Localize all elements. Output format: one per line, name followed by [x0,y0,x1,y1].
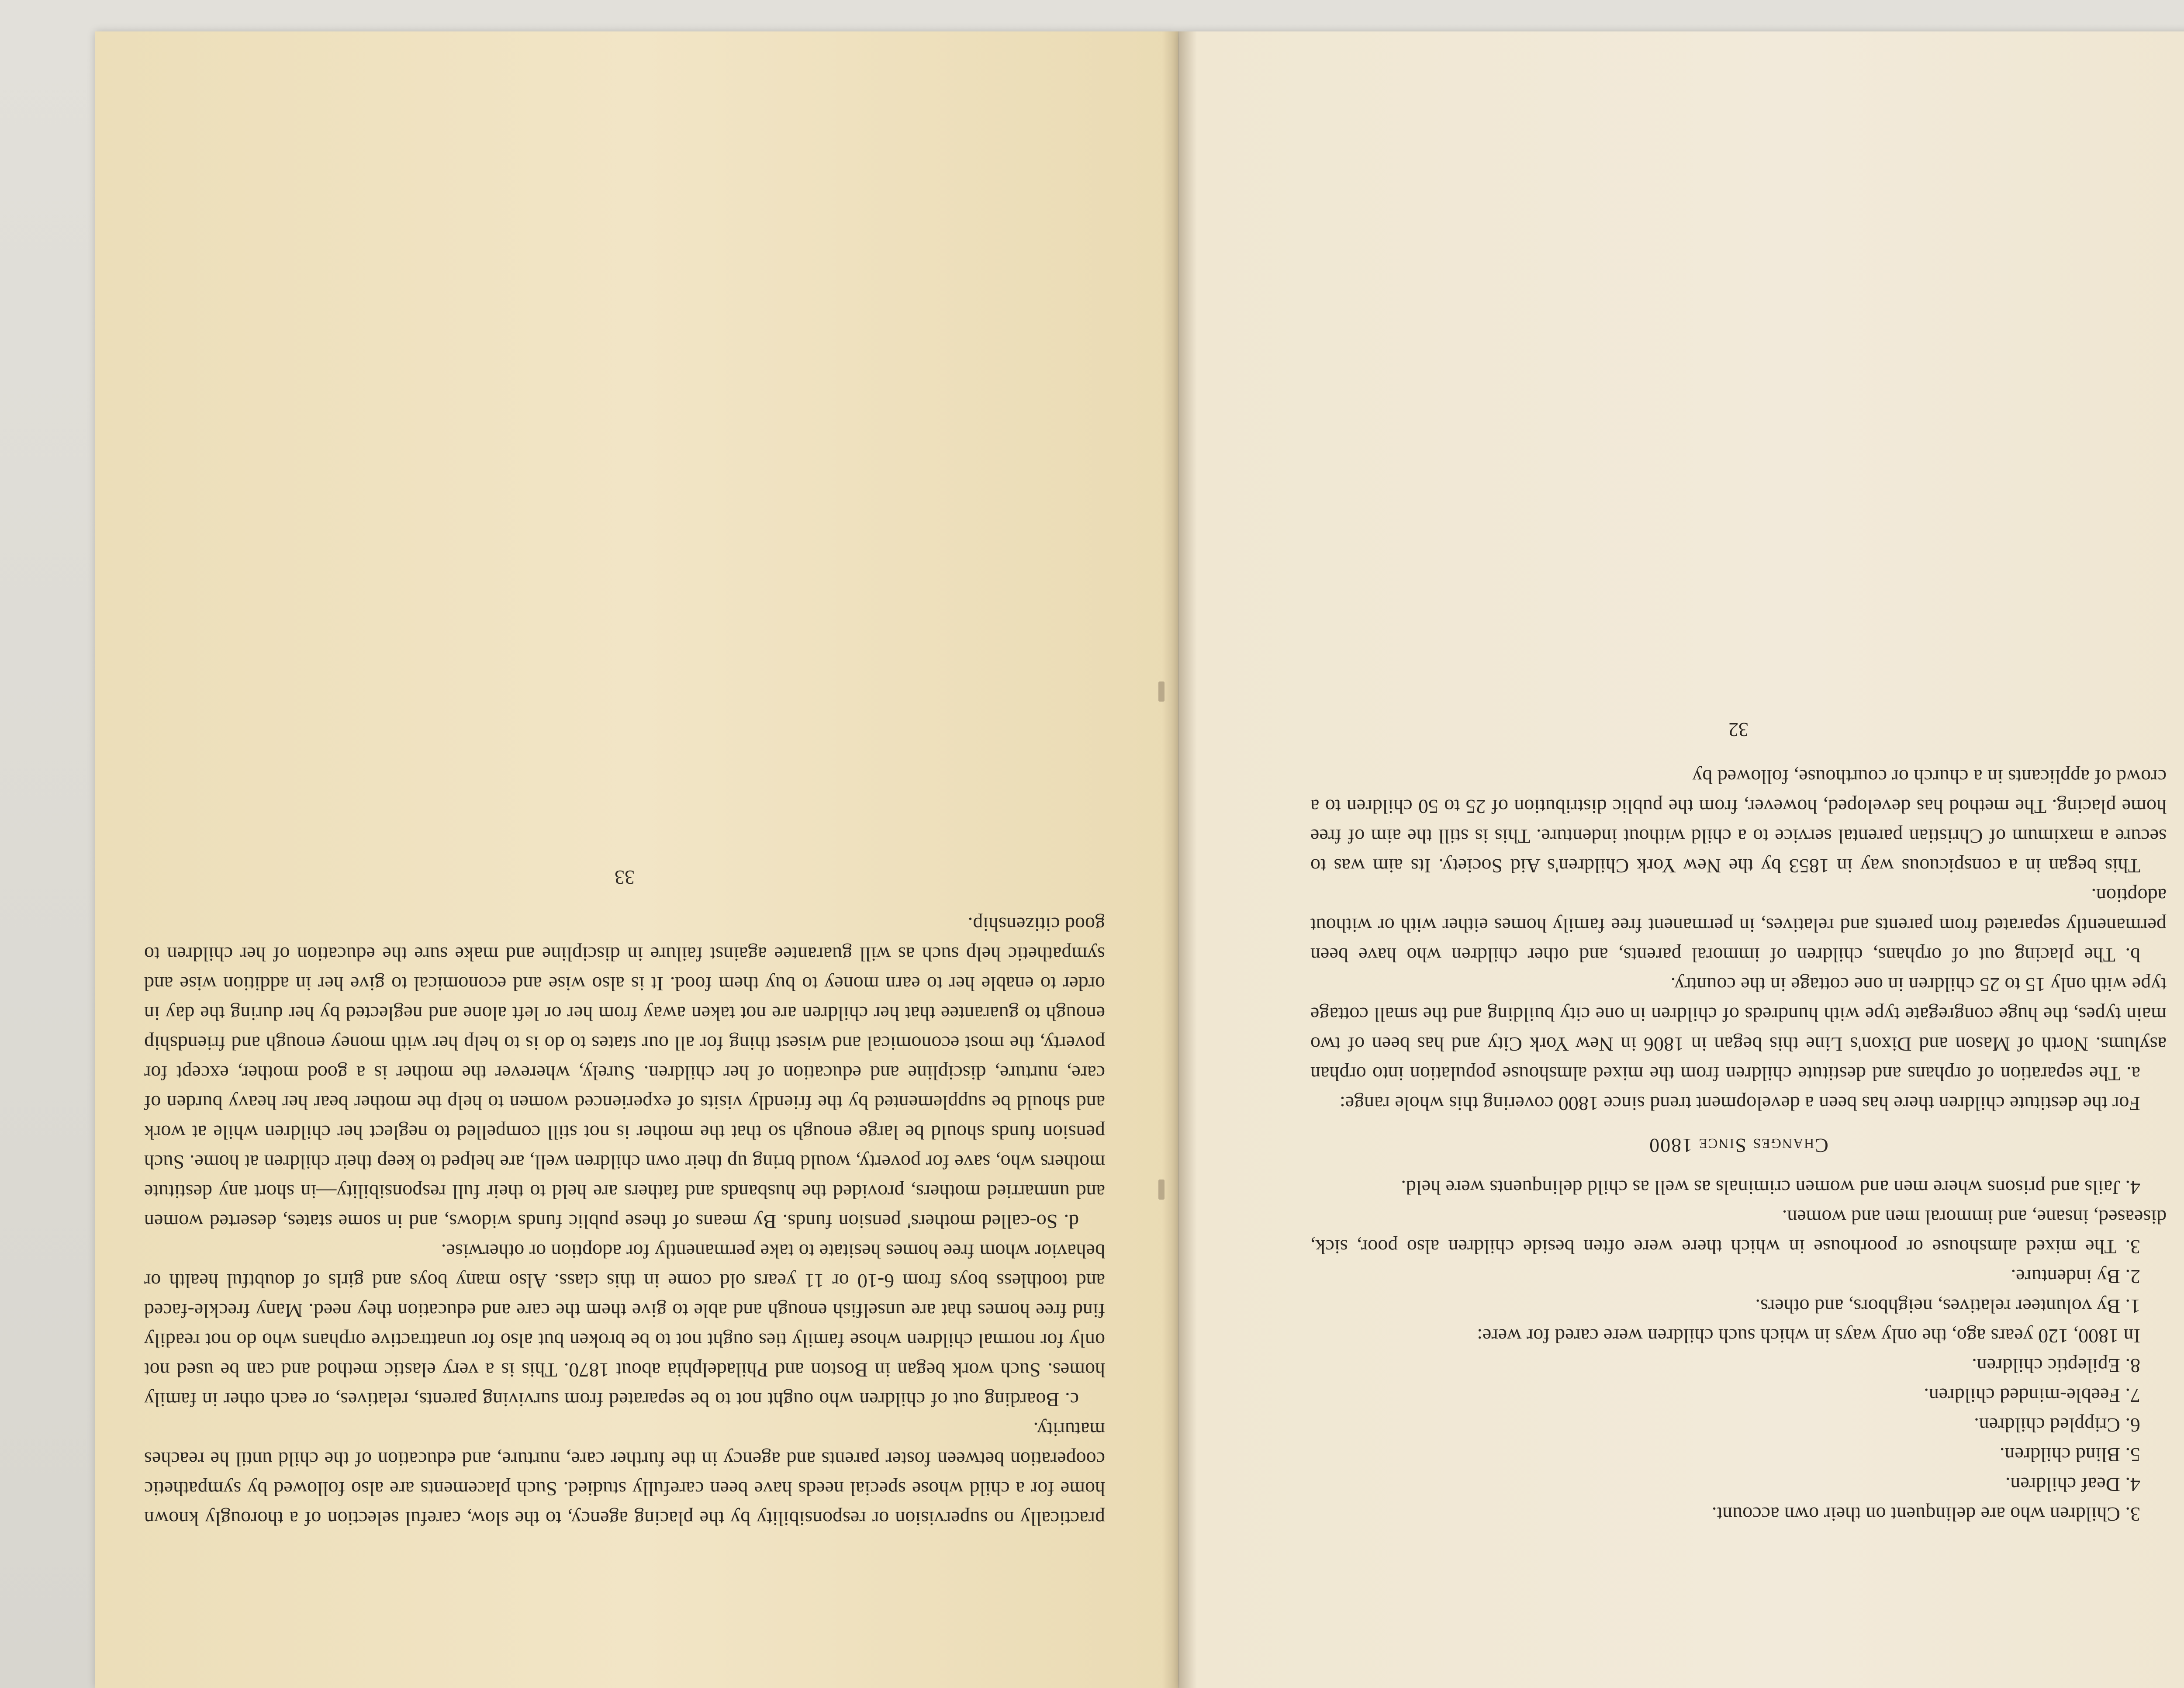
list-item: 3. Children who are delinquent on their own account. [1711,1503,2140,1525]
book-gutter [1162,31,1197,1688]
paragraph: In 1800, 120 years ago, the only ways in which such children were cared for were: [1477,1325,2140,1347]
list-item: 3. The mixed almshouse or poorhouse in which there were often beside children also poor, sick, diseased, insane, and immoral men and women. [1310,1206,2167,1258]
paragraph: This began in a conspicuous way in 1853 by the New York Children's Aid Society. Its aim was to secure a maximum of Christian parental service to a child without indenture. This is still the aim of free home placing. The method has developed, however, from the public distribution of 25 to 50 children to a crowd of applicants in a church or courthouse, followed by [1310,766,2167,877]
list-item: 8. Epileptic children. [1972,1355,2140,1377]
paragraph: d. So-called mothers' pension funds. By means of these public funds widows, and in some states, deserted women and unmarried mothers, provided the husbands and fathers are held to their full responsibility—in short any destitute mothers who, save for poverty, would bring up their own children well, are helped to keep their children at home. Such pension funds should be large enough so that the mother is not still compelled to neglect her children while at work and should be supplemented by the friendly visits of experienced women to help the mother bear her heavy burden of care, nurture, discipline and education of her children. Surely, wherever the mother is a good mother, except for poverty, the most economical and wisest thing for all our states to do is to help her with money enough and friendship enough to guarantee that her children are not taken away from her or left alone and neglected by her during the day in order to enable her to earn money to buy them food. It is also wise and economical to give her in addition wise and sympathetic help such as will guarantee against failure in discipline and make sure the education of her children to good citizenship. [144,913,1105,1233]
right-page-text [1310,271,2167,1529]
list-item: 6. Crippled children. [1974,1414,2140,1436]
page-number: 33 [615,866,635,889]
list-item: 5. Blind children. [2000,1444,2140,1466]
list-item: 1. By volunteer relatives, neighbors, and others. [1755,1295,2140,1318]
list-item: 4. Jails and prisons where men and women criminals as well as child delinquents were held. [1401,1176,2140,1199]
left-page-text [144,284,1105,1533]
staple-mark [1158,1180,1165,1200]
paragraph: b. The placing out of orphans, children of immoral parents, and other children who have been permanently separated from parents and relatives, in permanent free family homes either with or without adoption. [1310,885,2167,966]
list-item: 2. By indenture. [2011,1266,2140,1288]
paragraph: practically no supervision or responsibility by the placing agency, to the slow, careful selection of a thorougly known home for a child whose special needs have been carefully studied. Such placements are also followed by sympathetic cooperation between foster parents and agency in the further care, nurture, and education of the child until he reaches maturity. [144,1418,1105,1530]
paragraph: a. The separation of orphans and destitute children from the mixed almshouse population into orphan asylums. North of Mason and Dixon's Line this began in 1806 in New York City and has been of two main types, the huge congregate type with hundreds of children in one city building and the small cottage type with only 15 to 25 children in one cottage in the country. [1310,974,2167,1085]
staple-mark [1158,681,1165,702]
section-heading: Changes Since 1800 [1648,1135,1828,1157]
list-item: 4. Deaf children. [2005,1474,2140,1496]
paragraph: c. Boarding out of children who ought not to be separated from surviving parents, relatives, or each other in family homes. Such work began in Boston and Philadelphia about 1870. This is a very elastic method and can be used not only for normal children whose family ties ought not to be broken but also for unattractive orphans who do not readily find free homes that are unselfish enough and able to give them the care and education they need. Many freckle-faced and toothless boys from 6-10 or 11 years old come in this class. Also many boys and girls of doubtful health or behavior whom free homes hesitate to take permanently for adoption or otherwise. [144,1240,1105,1411]
paragraph: For the destitute children there has been a development trend since 1800 covering this whole range: [1339,1093,2140,1115]
page-number: 32 [1728,719,1749,741]
list-item: 7. Feeble-minded children. [1924,1384,2140,1407]
